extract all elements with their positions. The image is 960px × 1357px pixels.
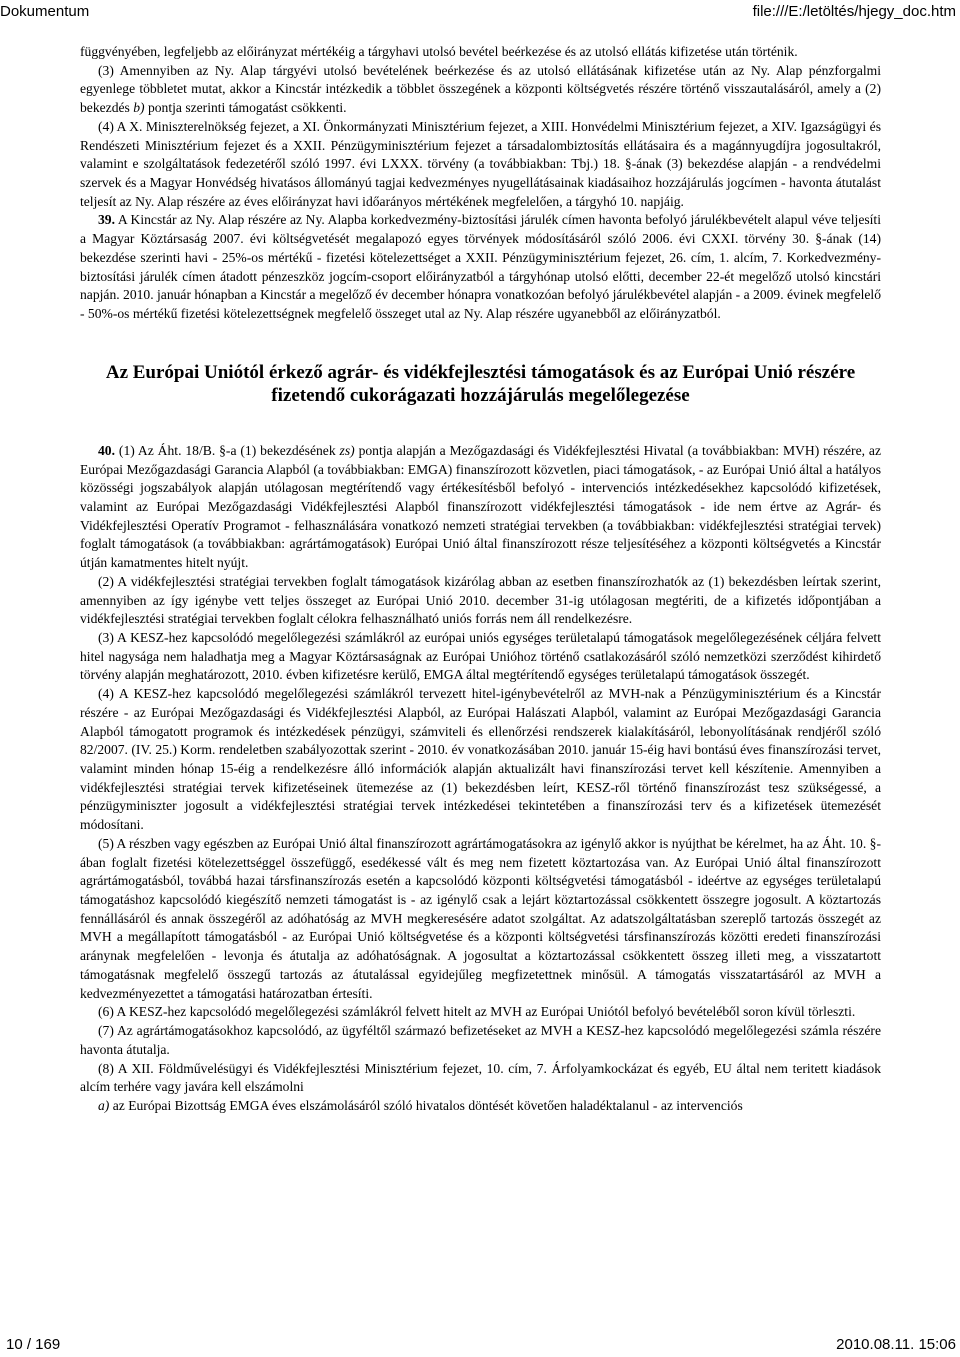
paragraph-40-5: (5) A részben vagy egészben az Európai Unió által finanszírozott agrártámogatásokra az igénylő akkor is nyújthat be kérelmet, ha az Áht. 10. §-ában foglalt fizetési kötelezettséggel összefüggő, esedékessé vált és meg nem fizetett köztartozása van. Az Európai Unió által finanszírozott agrártámogatásból, továbbá hazai társfinanszírozás esetén a kapcsolódó központi költségvetési támogatásból - ideértve az egységes területalapú támogatáshoz kapcsolódó kiegészítő nemzeti támogatást is - az igénylő csak a lejárt köztartozással csökkentett összegre jogosult. A köztartozás fennállásáról és annak összegéről az adóhatóság az MVH megkeresésére adatot szolgáltat. Az adatszolgáltatásban szereplő tartozás összegét az MVH a megállapított támogatásból - az Európai Unió költségvetése és a központi költségvetési társfinanszírozás közötti eredeti finanszírozási aránynak megfelelően - levonja és átutalja az adóhatóságnak. A jogosultat a köztartozással csökkentett összeg illeti meg, a visszatartott támogatásnak megfelelő összegű tartozás az átutalással egyidejűleg megfizetettnek minősül. A támogatás visszatartásáról az MVH a kedvezményezettet a támogatási határozatban értesíti.	[80, 835, 881, 1001]
section-number: 39.	[98, 212, 115, 228]
paragraph-40-2: (2) A vidékfejlesztési stratégiai tervekben foglalt támogatások kizárólag abban az esetben finanszírozhatók az (1) bekezdésben leírtak szerint, amennyiben az így igénybe vett teljes összeget az Európai Unió 2010. december 31-ig utólagosan megtériti, de a kifizetés időpontjában a vidékfejlesztési stratégiai tervekben foglalt célokra felhasználható uniós forrás nem áll rendelkezésre.	[80, 573, 881, 627]
print-datetime: 2010.08.11. 15:06	[836, 1336, 956, 1353]
paragraph-40-8: (8) A XII. Földművelésügyi és Vidékfejlesztési Minisztérium fejezet, 10. cím, 7. Árfolyamkockázat és egyéb, EU által nem teritett kiadások alcím terhére vagy javára kell elszámolni	[80, 1060, 881, 1095]
paragraph-40-7: (7) Az agrártámogatásokhoz kapcsolódó, az ügyféltől származó befizetéseket az MVH a KESZ-hez kapcsolódó megelőlegezési számla részére havonta átutalja.	[80, 1023, 881, 1057]
document-path: file:///E:/letöltés/hjegy_doc.htm	[752, 3, 956, 20]
section-number: 40.	[98, 442, 115, 458]
paragraph-continuation: függvényében, legfeljebb az előirányzat mértékéig a tárgyhavi utolsó bevétel beérkezése és az utolsó ellátás kifizetése után történik.	[80, 44, 798, 59]
paragraph-39: 39. A Kincstár az Ny. Alap részére az Ny. Alapba korkedvezmény-biztosítási járulék címen havonta befolyó járulékbevételt alapul véve teljesíti a Magyar Köztársaság 2007. évi költségvetését megalapozó egyes törvények módosításáról szóló 2006. évi CXXI. törvény 30. §-ának (14) bekezdése szerinti havi - 25%-os mértékű - fizetési kötelezettséget a XXII. Pénzügyminisztérium fejezet, 26. cím, 1. alcím, 7. Korkedvezmény-biztosítási járulék címen átadott pénzeszköz jogcím-csoport előirányzatból a tárgyhónap utolsó előtti, december 22-ét megelőző utolsó kincstári napján. 2010. január hónapban a Kincstár a megelőző év december hónapra vonatkozóan befolyó járulékbevétel alapján - a 2009. évinek megfelelő - 50%-os mértékű fizetési kötelezettségnek megfelelő összeget utal az Ny. Alap részére ugyanebből az előirányzatból.	[80, 212, 881, 322]
paragraph-4: (4) A X. Miniszterelnökség fejezet, a XI. Önkormányzati Minisztérium fejezet, a XIII. Honvédelmi Minisztérium fejezet, a XIV. Igazságügyi és Rendészeti Minisztérium fejezet és a XXII. Pénzügyminisztérium fejezet a társadalombiztosítás ellátásaira és a magánnyugdíjra jogosultakról, valamint e szolgáltatások fedezetéről szóló 1997. évi LXXX. törvény (a továbbiakban: Tbj.) 18. §-ának (3) bekezdése alapján - a rendvédelmi szervek és a Magyar Honvédség hivatásos állományú tagjai kedvezményes nyugellátásainak kiadásaihoz hozzájárulás jogcímen - havonta átutalást teljesít az Ny. Alap részére az éves előirányzat havi időarányos mértékének megfelelően, a tárgyhó 10. napjáig.	[80, 118, 881, 209]
paragraph-40-6: (6) A KESZ-hez kapcsolódó megelőlegezési számlákról felvett hitelt az MVH az Európai Uniótól befolyó bevételéből soron kívül törleszti.	[98, 1004, 856, 1020]
browser-print-footer	[0, 1333, 960, 1357]
section-heading: Az Európai Uniótól érkező agrár- és vidékfejlesztési támogatások és az Európai Unió részére fizetendő cukorágazati hozzájárulás megelőlegezése	[105, 361, 856, 406]
document-title: Dokumentum	[0, 3, 90, 20]
paragraph-40-3: (3) A KESZ-hez kapcsolódó megelőlegezési számlákról az európai uniós egységes területalapú támogatások megelőlegezésének céljára felvett hitel nagysága nem haladhatja meg a Magyar Köztársaságnak az Európai Unióhoz történő csatlakozásáról szóló nemzetközi szerződést kihirdető törvény alapján meghatározott, 2010. évben kifizetésre kerülő, EMGA által megtérítendő egységes területalapú támogatások összegét.	[80, 629, 881, 683]
page-counter: 10 / 169	[6, 1336, 61, 1353]
document-body	[80, 43, 881, 1116]
paragraph-40-4: (4) A KESZ-hez kapcsolódó megelőlegezési számlákról tervezett hitel-igénybevételről az MVH-nak a Pénzügyminisztérium és a Kincstár részére - az Európai Mezőgazdasági és Vidékfejlesztési Alapból, az Európai Halászati Alapból, valamint az Európai Mezőgazdasági Garancia Alapból támogatott programok és intézkedések pénzügyi, számviteli és ellenőrzési rendszerek kialakításáról, lebonyolításának rendjéről szóló 82/2007. (IV. 25.) Korm. rendeletben szabályozottak szerint - 2010. év vonatkozásában 2010. január 15-éig havi bontású éves finanszírozási tervet, valamint minden hónap 15-éig a rendelkezésre álló információk alapján aktualizált havi finanszírozási tervet kell készítenie. Amennyiben a vidékfejlesztési stratégiai tervek kifizetéseinek ütemezése az (1) bekezdésben leírt, KESZ-ről történő finanszírozást tesz szükségessé, a pénzügyminiszter jogosult a vidékfejlesztési stratégiai tervek intézkedései tekintetében a finanszírozási terv és a kifizetések ütemezését módosítani.	[80, 686, 881, 833]
browser-print-header	[0, 0, 960, 24]
paragraph-40-1: 40. (1) Az Áht. 18/B. §-a (1) bekezdésének zs) pontja alapján a Mezőgazdasági és Vidékfejlesztési Hivatal (a továbbiakban: MVH) részére, az Európai Mezőgazdasági Garancia Alapból (a továbbiakban: EMGA) finanszírozott közvetlen, piaci támogatások, - az Európai Unió által a hatályos közösségi jogszabályok alapján utólagosan megtérítendő vagy értékesítésből befolyó - intervenciós intézkedésekhez kapcsolódó kifizetések, valamint az Európai Mezőgazdasági Vidékfejlesztési Alapból finanszírozott vidékfejlesztési támogatások - ide nem értve az Agrár- és Vidékfejlesztési Operatív Programot - felhasználására vonatkozó nemzeti stratégiai tervekben (a továbbiakban: vidékfejlesztési stratégiai tervek) foglalt támogatások (a továbbiakban: agrártámogatások) Európai Unió által finanszírozott része teljesítéséhez a központi költségvetés a Kincstár útján kamatmentes hitelt nyújt.	[80, 442, 881, 571]
paragraph-40-8-a: a) az Európai Bizottság EMGA éves elszámolásáról szóló hivatalos döntését követően haladéktalanul - az intervenciós	[98, 1097, 743, 1113]
paragraph-3: (3) Amennyiben az Ny. Alap tárgyévi utolsó bevételének beérkezése és az utolsó ellátásának kifizetése után az Ny. Alap pénzforgalmi egyenlege többletet mutat, akkor a Kincstár intézkedik a többlet összegének a központi költségvetés részére történő visszautalásáról, amely a (2) bekezdés b) pontja szerinti támogatást csökkenti.	[80, 62, 881, 116]
